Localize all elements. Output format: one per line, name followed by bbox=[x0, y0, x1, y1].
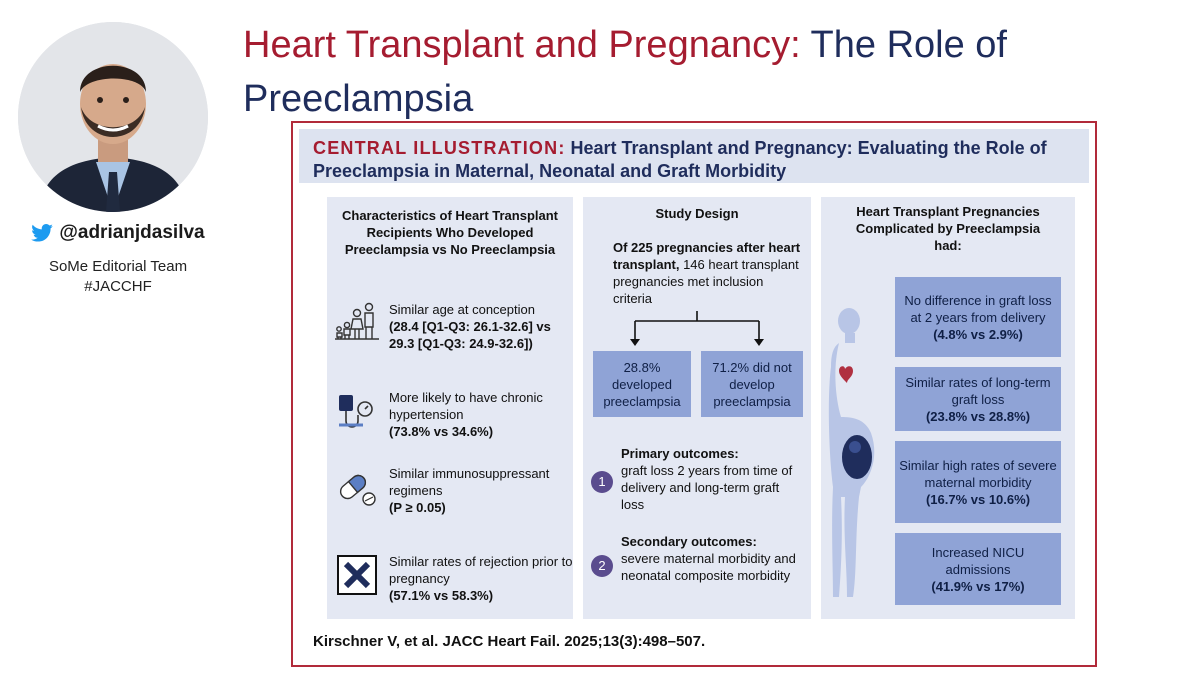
rejection-stats: (57.1% vs 58.3%) bbox=[389, 588, 494, 603]
graft-loss-2yr-stats: (4.8% vs 2.9%) bbox=[933, 326, 1023, 342]
family-icon bbox=[335, 301, 379, 345]
results-title: Heart Transplant Pregnancies Complicated by Preeclampsia had: bbox=[855, 204, 1041, 253]
nicu-admissions-box bbox=[895, 533, 1061, 605]
hypertension-text bbox=[389, 389, 575, 440]
characteristics-panel bbox=[327, 197, 573, 619]
illustration-banner bbox=[299, 129, 1089, 183]
maternal-morbidity-box bbox=[895, 441, 1061, 523]
slide-title-red: Heart Transplant and Pregnancy: bbox=[243, 24, 801, 66]
study-design-panel bbox=[583, 197, 811, 619]
age-stats: (28.4 [Q1-Q3: 26.1-32.6] vs 29.3 [Q1-Q3: 24.9-32.6]) bbox=[389, 319, 551, 351]
study-design-title: Study Design bbox=[655, 206, 739, 221]
long-term-graft-loss-box bbox=[895, 367, 1061, 431]
nicu-admissions-stats: (41.9% vs 17%) bbox=[931, 578, 1025, 594]
study-intro-bold: Of 225 pregnancies after heart transplant, bbox=[613, 240, 801, 272]
twitter-handle bbox=[18, 222, 218, 244]
hypertension-label: More likely to have chronic hypertension bbox=[389, 390, 543, 422]
immunosuppressant-stats: (P ≥ 0.05) bbox=[389, 500, 446, 515]
illustration-body bbox=[299, 187, 1089, 627]
primary-outcomes-title: Primary outcomes: bbox=[621, 446, 739, 461]
team-hashtag: #JACCHF bbox=[84, 278, 152, 295]
slide-title bbox=[243, 18, 1173, 126]
blood-pressure-icon bbox=[335, 389, 379, 433]
handle-text: @adrianjdasilva bbox=[59, 222, 205, 243]
citation: Kirschner V, et al. JACC Heart Fail. 2025;13(3):498–507. bbox=[313, 633, 706, 650]
split-arrows bbox=[583, 309, 811, 349]
rejection-label: Similar rates of rejection prior to pregnancy bbox=[389, 554, 573, 586]
twitter-bird-icon bbox=[31, 224, 53, 242]
characteristics-title: Characteristics of Heart Transplant Recipients Who Developed Preeclampsia vs No Preeclampsia bbox=[341, 208, 559, 257]
preeclampsia-box: 28.8% developed preeclampsia bbox=[593, 351, 691, 417]
primary-outcomes bbox=[621, 445, 805, 513]
secondary-outcomes-text: severe maternal morbidity and neonatal composite morbidity bbox=[621, 551, 796, 583]
maternal-morbidity-stats: (16.7% vs 10.6%) bbox=[925, 491, 1031, 507]
pill-capsule-icon bbox=[335, 465, 379, 509]
central-illustration bbox=[291, 121, 1097, 667]
study-intro-rest: 146 heart transplant pregnancies met inclusion criteria bbox=[613, 257, 799, 306]
illustration-heading-text: Heart Transplant and Pregnancy: Evaluating the Role of Preeclampsia in Maternal, Neonatal and Graft Morbidity bbox=[313, 138, 1047, 181]
outcome-number-1: 1 bbox=[591, 471, 613, 493]
long-term-graft-loss-stats: (23.8% vs 28.8%) bbox=[925, 408, 1031, 424]
long-term-graft-loss-label: Similar rates of long-term graft loss bbox=[905, 374, 1051, 407]
maternal-morbidity-label: Similar high rates of severe maternal morbidity bbox=[899, 457, 1057, 490]
rejection-x-icon bbox=[335, 553, 379, 597]
rejection-text bbox=[389, 553, 575, 604]
pregnant-woman-figure bbox=[825, 307, 891, 607]
graft-loss-2yr-box bbox=[895, 277, 1061, 357]
illustration-heading bbox=[313, 137, 1083, 183]
immunosuppressant-text bbox=[389, 465, 575, 516]
team-label: SoMe Editorial Team bbox=[48, 258, 188, 275]
secondary-outcomes-title: Secondary outcomes: bbox=[621, 534, 757, 549]
secondary-outcomes bbox=[621, 533, 807, 584]
slide-title-blue: The Role of Preeclampsia bbox=[243, 24, 1007, 120]
graft-loss-2yr-label: No difference in graft loss at 2 years from delivery bbox=[904, 292, 1052, 325]
primary-outcomes-text: graft loss 2 years from time of delivery and long-term graft loss bbox=[621, 463, 793, 512]
avatar bbox=[18, 22, 208, 212]
illustration-label: CENTRAL ILLUSTRATION: bbox=[313, 138, 566, 158]
outcome-number-2: 2 bbox=[591, 555, 613, 577]
results-panel bbox=[821, 197, 1075, 619]
study-intro bbox=[613, 239, 803, 307]
age-label: Similar age at conception bbox=[389, 302, 535, 317]
nicu-admissions-label: Increased NICU admissions bbox=[931, 544, 1025, 577]
age-text bbox=[389, 301, 575, 352]
no-preeclampsia-box: 71.2% did not develop preeclampsia bbox=[701, 351, 803, 417]
immunosuppressant-label: Similar immunosuppressant regimens bbox=[389, 466, 550, 498]
hypertension-stats: (73.8% vs 34.6%) bbox=[389, 424, 494, 439]
